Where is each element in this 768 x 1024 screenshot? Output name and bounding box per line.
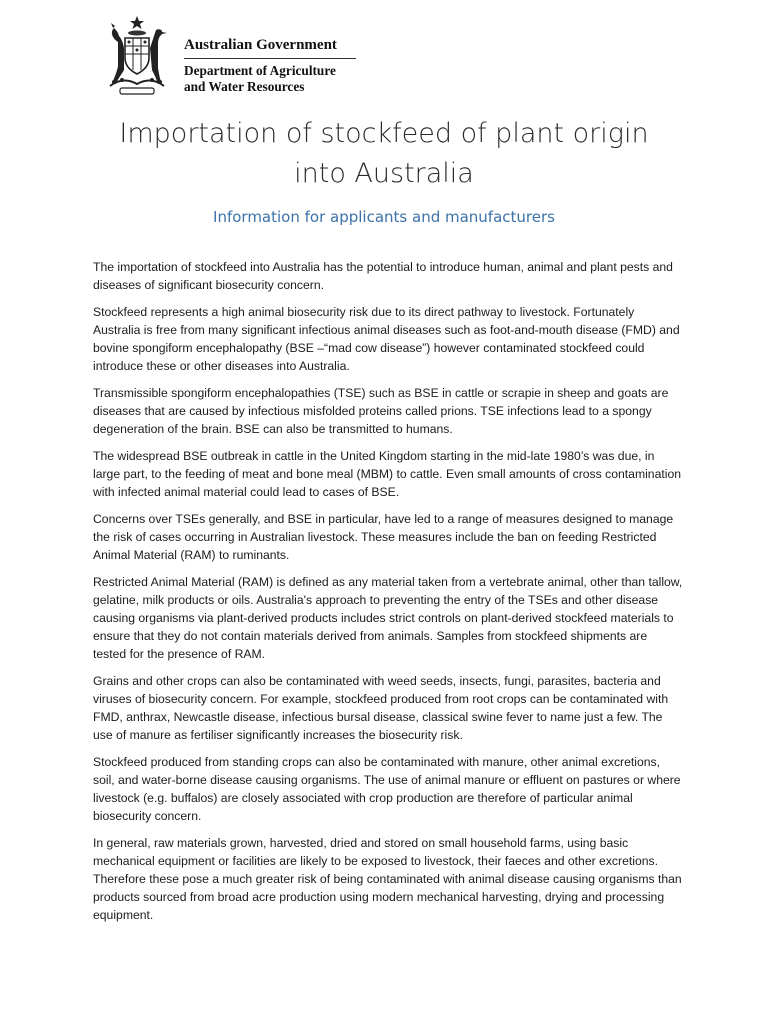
- department-name-line-2: and Water Resources: [184, 78, 305, 94]
- paragraph: The importation of stockfeed into Australia has the potential to introduce human, animal and plant pests and diseases of significant biosecurity concern.: [93, 260, 673, 292]
- paragraph: Concerns over TSEs generally, and BSE in particular, have led to a range of measures designed to manage the risk of cases occurring in Australian livestock. These measures include the ban on feeding Restricted Animal Material (RAM) to ruminants.: [93, 512, 674, 562]
- document-subtitle: Information for applicants and manufacturers: [213, 208, 555, 226]
- header-divider: [184, 58, 356, 59]
- paragraph: Restricted Animal Material (RAM) is defined as any material taken from a vertebrate animal, other than tallow, gelatine, milk products or oils. Australia's approach to preventing the entry of the TSEs and other disease causing organisms via plant-derived products includes strict controls on plant-derived stockfeed materials to ensure that they do not contain materials derived from animals. Samples from stockfeed shipments are tested for the presence of RAM.: [93, 575, 683, 661]
- document-title-line-1: Importation of stockfeed of plant origin: [119, 118, 649, 149]
- government-header: [96, 14, 356, 96]
- department-name-line-1: Department of Agriculture: [184, 63, 336, 78]
- document-title: [40, 114, 728, 194]
- paragraph: Grains and other crops can also be contaminated with weed seeds, insects, fungi, parasites, bacteria and viruses of biosecurity concern. For example, stockfeed produced from root crops can be contaminated with FMD, anthrax, Newcastle disease, infectious bursal disease, classical swine fever to name just a few. The use of manure as fertiliser significantly increases the biosecurity risk.: [93, 674, 669, 742]
- coat-of-arms-icon: [96, 14, 178, 96]
- paragraph: In general, raw materials grown, harvested, dried and stored on small household farms, using basic mechanical equipment or facilities are likely to be exposed to livestock, their faeces and other excretions. Therefore these pose a much greater risk of being contaminated with animal disease causing organisms than products sourced from broad acre production using modern mechanical harvesting, drying and processing equipment.: [93, 836, 682, 922]
- paragraph: Stockfeed produced from standing crops can also be contaminated with manure, other animal excretions, soil, and water-borne disease causing organisms. The use of animal manure or effluent on pastures or where livestock (e.g. buffalos) are closely associated with crop production are therefore of particular animal biosecurity concern.: [93, 755, 681, 823]
- government-name: Australian Government: [184, 37, 337, 53]
- paragraph: Stockfeed represents a high animal biosecurity risk due to its direct pathway to livestock. Fortunately Australia is free from many significant infectious animal diseases such as foot-and-mouth disease (FMD) and bovine spongiform encephalopathy (BSE –“mad cow disease”) however contaminated stockfeed could introduce these or other diseases into Australia.: [93, 305, 680, 373]
- document-title-line-2: into Australia: [294, 158, 474, 189]
- document-body: [93, 258, 683, 933]
- government-wordmark: [184, 36, 356, 94]
- paragraph: The widespread BSE outbreak in cattle in the United Kingdom starting in the mid-late 1980’s was due, in large part, to the feeding of meat and bone meal (MBM) to cattle. Even small amounts of cross contamination with infected animal material could lead to cases of BSE.: [93, 449, 682, 499]
- paragraph: Transmissible spongiform encephalopathies (TSE) such as BSE in cattle or scrapie in sheep and goats are diseases that are caused by infectious misfolded proteins called prions. TSE infections lead to a spongy degeneration of the brain. BSE can also be transmitted to humans.: [93, 386, 669, 436]
